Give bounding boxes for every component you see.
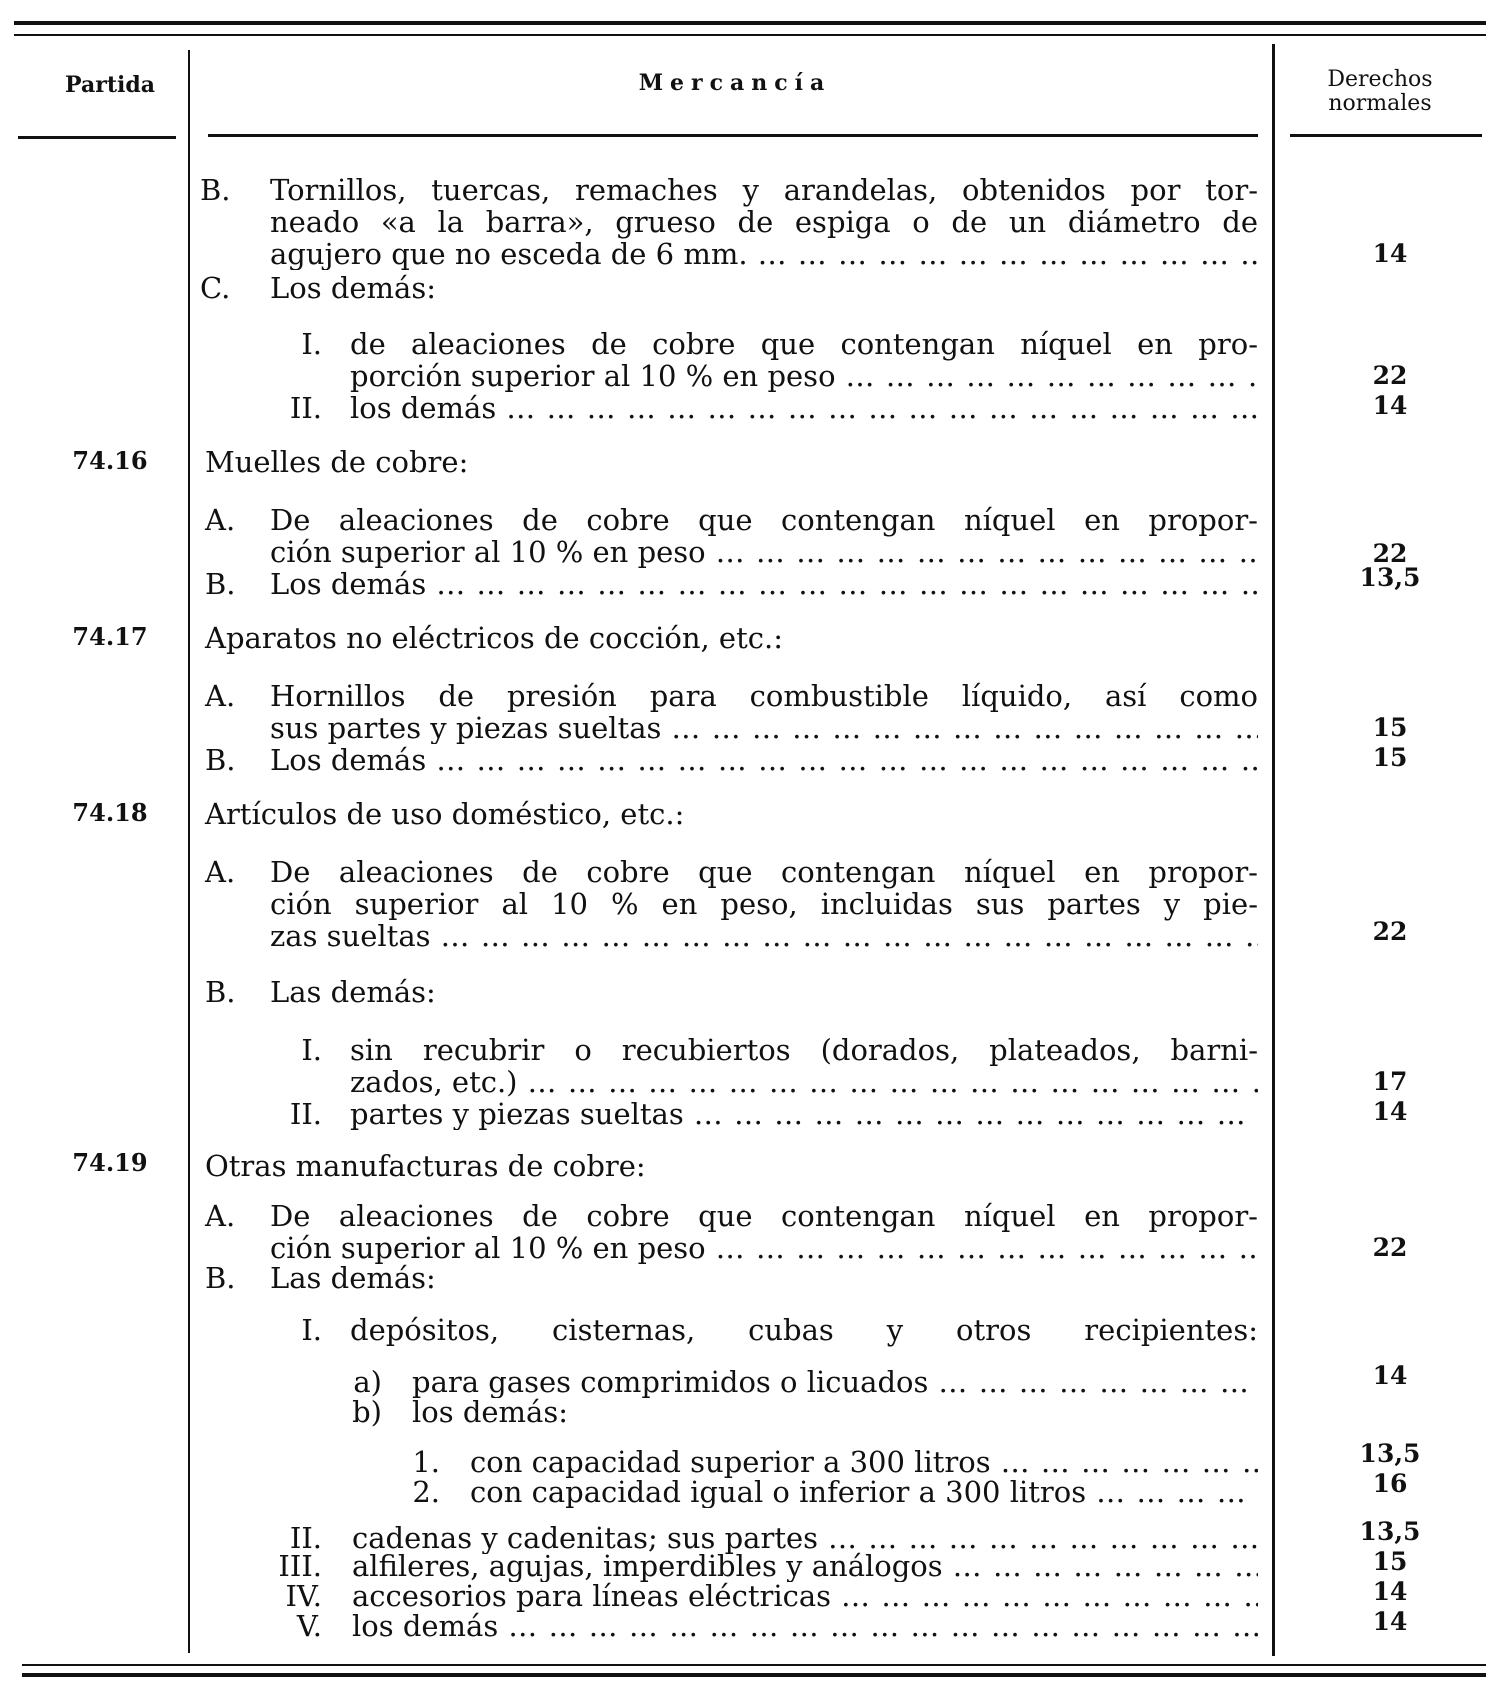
item-text: Las demás: [270,975,436,1009]
column-divider-left [188,50,190,1653]
item-text [270,856,1258,952]
bottom-rule-thin [22,1664,1486,1666]
header-mercancia: Mercancía [638,70,832,96]
item-text [350,328,1258,392]
top-rule-thick [14,21,1486,25]
item-marker: A. [205,1199,236,1233]
item-text-leader: Los demás … … … … … … … … … … … … … … … … … … … … … … … … … … … … … … … … … … … … … … … … … [270,744,1258,776]
item-marker: II. [289,1521,322,1555]
partida-number: 74.16 [72,446,148,475]
duty-value: 14 [1372,239,1408,268]
item-marker: II. [289,391,322,425]
partida-title: Muelles de cobre: [205,445,469,479]
duty-value: 14 [1372,1361,1408,1390]
item-text [270,1200,1258,1264]
item-text-leader: partes y piezas sueltas … … … … … … … … … … … … … … … … … … … … … … … … … … … … … … … … … … … … … … … … … [350,1098,1258,1130]
duty-value: 13,5 [1359,563,1421,592]
item-line: De aleaciones de cobre que contengan níquel en propor- [270,503,1258,537]
item-text: Las demás: [270,1261,436,1295]
item-text-leader: con capacidad superior a 300 litros … … … … … … … … … … … … … … … … … … … … … … … … … … … … … … … … … … … … … … … … … [470,1446,1258,1478]
item-text [270,504,1258,568]
partida-title: Artículos de uso doméstico, etc.: [205,797,685,831]
item-line: de aleaciones de cobre que contengan níquel en pro- [350,327,1258,361]
item-marker: 2. [412,1475,440,1509]
item-marker: I. [301,327,322,361]
column-divider-right [1272,44,1275,1656]
duty-value: 13,5 [1359,1439,1421,1468]
item-marker: b) [352,1395,382,1429]
item-line: neado «a la barra», grueso de espiga o de un diámetro de [270,205,1258,239]
item-marker: A. [205,679,236,713]
item-line-leader: zas sueltas … … … … … … … … … … … … … … … … … … … … … … … … … … … … … … … … … … … … … … … … … [270,920,1258,952]
item-line: De aleaciones de cobre que contengan níquel en propor- [270,1199,1258,1233]
header-underline-derechos [1290,134,1482,137]
item-marker: B. [200,173,231,207]
duty-value: 15 [1372,713,1408,742]
item-line-leader: sus partes y piezas sueltas … … … … … … … … … … … … … … … … … … … … … … … … … … … … … … … … … … … … … … … … … [270,712,1258,744]
item-line: De aleaciones de cobre que contengan níquel en propor- [270,855,1258,889]
duty-value: 22 [1372,1233,1408,1262]
item-marker: 1. [412,1445,440,1479]
item-marker: IV. [285,1579,322,1613]
item-marker: I. [301,1033,322,1067]
partida-number: 74.18 [72,798,148,827]
item-marker: V. [296,1609,322,1643]
item-line-leader: ción superior al 10 % en peso … … … … … … … … … … … … … … … … … … … … … … … … … … … … … … … … … … … … … … … … … [270,1232,1258,1264]
item-marker: a) [353,1365,382,1399]
header-underline-partida [18,136,176,139]
item-marker: A. [205,855,236,889]
duty-value: 14 [1372,1577,1408,1606]
item-text-leader: los demás … … … … … … … … … … … … … … … … … … … … … … … … … … … … … … … … … … … … … … … … … [352,1610,1258,1642]
duty-value: 17 [1372,1067,1408,1096]
item-text: Los demás: [270,271,436,305]
item-marker: I. [301,1313,322,1347]
duty-value: 22 [1372,361,1408,390]
duty-value: 16 [1372,1469,1408,1498]
item-text [270,174,1258,270]
item-marker: C. [200,271,231,305]
duty-value: 22 [1372,917,1408,946]
partida-title: Otras manufacturas de cobre: [205,1149,646,1183]
item-text: los demás: [412,1395,569,1429]
item-marker: B. [205,743,236,777]
item-text-leader: Los demás … … … … … … … … … … … … … … … … … … … … … … … … … … … … … … … … … … … … … … … … … [270,568,1258,600]
item-text-leader: accesorios para líneas eléctricas … … … … … … … … … … … … … … … … … … … … … … … … … … … … … … … … … … … … … … … … … [352,1580,1258,1612]
item-text-leader: con capacidad igual o inferior a 300 litros … … … … … … … … … … … … … … … … … … … … … … … … … … … … … … … … … … … … … … … … … [470,1476,1258,1508]
header-partida: Partida [65,72,155,98]
item-text-leader: para gases comprimidos o licuados … … … … … … … … … … … … … … … … … … … … … … … … … … … … … … … … … … … … … … … … … [412,1366,1258,1398]
item-line-leader: ción superior al 10 % en peso … … … … … … … … … … … … … … … … … … … … … … … … … … … … … … … … … … … … … … … … … [270,536,1258,568]
item-marker: B. [205,1261,236,1295]
item-marker: B. [205,567,236,601]
item-text [270,680,1258,744]
item-line: Hornillos de presión para combustible líquido, así como [270,679,1258,713]
header-underline-mercancia [208,134,1258,137]
partida-number: 74.17 [72,622,148,651]
item-line-leader: zados, etc.) … … … … … … … … … … … … … … … … … … … … … … … … … … … … … … … … … … … … … … … … … [350,1066,1258,1098]
item-line: Tornillos, tuercas, remaches y arandelas, obtenidos por tor- [270,173,1258,207]
duty-value: 13,5 [1359,1517,1421,1546]
duty-value: 14 [1372,1607,1408,1636]
item-text-leader: alfileres, agujas, imperdibles y análogos … … … … … … … … … … … … … … … … … … … … … … … … … … … … … … … … … … … … … … … … … [352,1550,1258,1582]
duty-value: 15 [1372,1547,1408,1576]
top-rule-thin [14,34,1486,36]
item-marker: II. [289,1097,322,1131]
item-text-leader: los demás … … … … … … … … … … … … … … … … … … … … … … … … … … … … … … … … … … … … … … … … … [350,392,1258,424]
item-marker: A. [205,503,236,537]
bottom-rule-thick [22,1673,1486,1677]
item-marker: B. [205,975,236,1009]
duty-value: 14 [1372,391,1408,420]
item-text-leader: cadenas y cadenitas; sus partes … … … … … … … … … … … … … … … … … … … … … … … … … … … … … … … … … … … … … … … … … [352,1522,1258,1554]
item-line: ción superior al 10 % en peso, incluidas sus partes y pie- [270,887,1258,921]
item-text [350,1034,1258,1098]
partida-number: 74.19 [72,1148,148,1177]
item-marker: III. [278,1549,322,1583]
item-line-leader: agujero que no esceda de 6 mm. … … … … … … … … … … … … … … … … … … … … … … … … … … … … … … … … … … … … … … … … … [270,238,1258,270]
item-text: depósitos, cisternas, cubas y otros recipientes: [350,1313,1258,1347]
item-line: sin recubrir o recubiertos (dorados, plateados, barni- [350,1033,1258,1067]
item-line-leader: porción superior al 10 % en peso … … … … … … … … … … … … … … … … … … … … … … … … … … … … … … … … … … … … … … … … … [350,360,1258,392]
duty-value: 15 [1372,743,1408,772]
partida-title: Aparatos no eléctricos de cocción, etc.: [205,621,783,655]
header-derechos: Derechos normales [1327,67,1433,116]
duty-value: 22 [1372,539,1408,568]
duty-value: 14 [1372,1097,1408,1126]
